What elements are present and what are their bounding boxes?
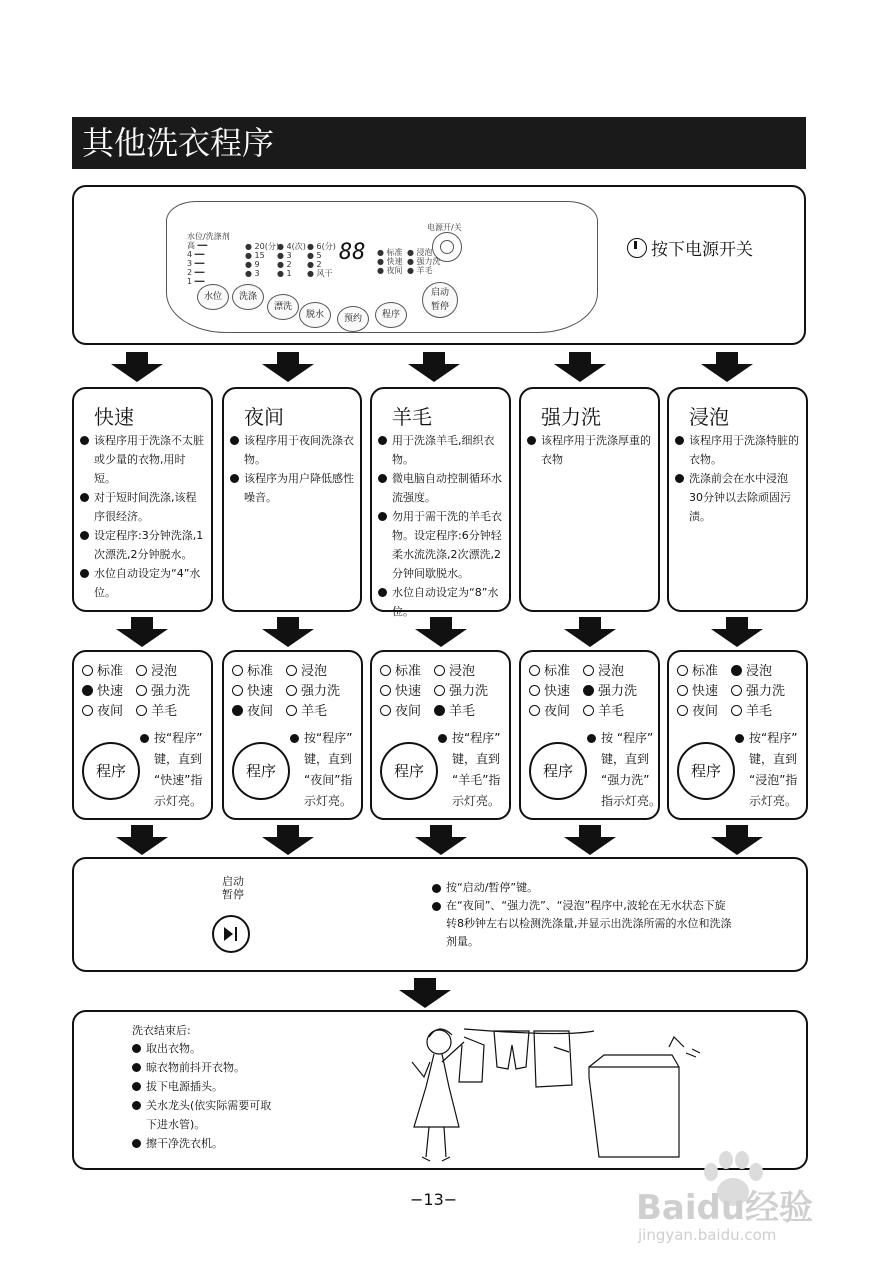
indicator-light-icon [380,685,391,696]
control-panel-box [72,185,806,345]
delay-button[interactable]: 预约 [337,306,369,332]
indicator-light-icon [677,685,688,696]
indicator-light-icon [583,705,594,716]
mode-title: 夜间 [244,405,284,429]
indicator-light-icon [731,685,742,696]
spin-button[interactable]: 脱水 [299,302,331,328]
watermark [636,1150,836,1260]
program-indicator: 夜间 [82,700,123,719]
program-indicator: 羊毛 [731,700,772,719]
program-button[interactable]: 程序 [529,742,587,800]
indicator-light-icon [529,665,540,676]
press-instruction: 按“程序” 键，直到 “快速”指 示灯亮。 [154,728,224,812]
indicator-light-icon [232,705,243,716]
indicator-light-icon [232,665,243,676]
program-button[interactable]: 程序 [677,742,735,800]
program-selector-box [72,650,213,820]
program-indicator: 浸泡 [583,660,624,679]
page-title: 其他洗衣程序 [72,117,806,169]
indicator-light-icon [82,685,93,696]
program-indicator: 强力洗 [434,680,488,699]
indicator-light-icon [136,665,147,676]
program-indicator: 羊毛 [434,700,475,719]
program-button[interactable]: 程序 [82,742,140,800]
program-selector-box [667,650,808,820]
program-indicator: 快速 [677,680,718,699]
program-indicator: 标准 [380,660,421,679]
indicator-light-icon [82,665,93,676]
program-indicator: 快速 [380,680,421,699]
press-instruction: 按 “程序” 键，直到 “强力洗” 指示灯亮。 [601,728,671,812]
indicator-light-icon [583,665,594,676]
start-pause-label: 启动 暂停 [222,875,244,901]
indicator-light-icon [434,685,445,696]
indicator-light-icon [286,705,297,716]
laundry-illustration [404,1017,744,1167]
water-level-button[interactable]: 水位 [197,284,229,310]
finish-heading: 洗衣结束后: [132,1024,191,1037]
wash-button[interactable]: 洗涤 [232,284,264,310]
program-panel-button[interactable]: 程序 [375,302,407,328]
program-indicator: 羊毛 [286,700,327,719]
program-indicator: 浸泡 [286,660,327,679]
program-indicator: 标准 [82,660,123,679]
program-indicator: 浸泡 [731,660,772,679]
indicator-light-icon [82,705,93,716]
play-pause-icon [224,927,233,941]
power-icon [627,238,647,258]
power-button[interactable] [432,232,462,262]
program-indicator: 标准 [677,660,718,679]
mode-title: 强力洗 [541,405,601,429]
program-indicator: 强力洗 [286,680,340,699]
program-indicator: 强力洗 [136,680,190,699]
program-indicator: 标准 [232,660,273,679]
indicator-light-icon [434,665,445,676]
indicator-light-icon [731,665,742,676]
press-instruction: 按“程序” 键，直到 “浸泡”指 示灯亮。 [749,728,819,812]
indicator-light-icon [232,685,243,696]
program-indicator: 羊毛 [136,700,177,719]
indicator-light-icon [529,705,540,716]
indicator-light-icon [583,685,594,696]
watermark-brand: Baidu经验 [636,1188,814,1228]
indicator-light-icon [286,665,297,676]
program-indicator: 快速 [529,680,570,699]
mode-card-night: 夜间 该程序用于夜间洗涤衣物。 该程序为用户降低感性噪音。 [222,387,362,612]
indicator-light-icon [731,705,742,716]
press-instruction: 按“程序” 键，直到 “夜间”指 示灯亮。 [304,728,374,812]
watermark-url: jingyan.baidu.com [638,1226,777,1244]
page-number: −13− [410,1190,458,1209]
program-selector-box [519,650,660,820]
indicator-light-icon [677,705,688,716]
washer-control-panel: 水位/洗涤剂 高 ━━ 4 ━━ 3 ━━ 2 ━━ 1 ━━ ● 20(分) ● 15 ● 9 ● 3 ● 4(次) ● 3 ● 2 ● 1 ● 6(分) ● 5 ● 2 ● 风干 88 ● 标准 ● 快速 ● 夜间 ● 浸泡 ● 强力洗 ● 羊毛 电源开/关 水位 洗涤 漂洗 脱水 预约 程序 启动 暂停 [166,201,598,333]
mode-card-quick: 快速 该程序用于洗涤不太脏或少量的衣物,用时短。 对于短时间洗涤,该程序很经济。 设定程序:3分钟洗涤,1次漂洗,2分钟脱水。 水位自动设定为“4”水位。 [72,387,213,612]
program-indicator: 夜间 [529,700,570,719]
program-button[interactable]: 程序 [380,742,438,800]
program-indicator: 强力洗 [583,680,637,699]
power-hint: 按下电源开关 [627,235,753,260]
program-selector-box [370,650,511,820]
program-indicator: 浸泡 [434,660,475,679]
start-pause-panel-button[interactable]: 启动 暂停 [422,282,458,318]
finish-step-box: 洗衣结束后: 取出衣物。 晾衣物前抖开衣物。 拔下电源插头。 关水龙头(依实际需要可取下进水管)。 擦干净洗衣机。 [72,1010,808,1170]
program-selector-box [222,650,363,820]
program-indicator: 羊毛 [583,700,624,719]
start-pause-button[interactable] [212,915,250,953]
program-indicator: 标准 [529,660,570,679]
indicator-light-icon [136,705,147,716]
indicator-light-icon [434,705,445,716]
indicator-light-icon [136,685,147,696]
mode-card-wool: 羊毛 用于洗涤羊毛,细织衣物。 微电脑自动控制循环水流强度。 勿用于需干洗的羊毛衣物。设定程序:6分钟轻柔水流洗涤,2次漂洗,2分钟间歇脱水。 水位自动设定为“8”水位。 [370,387,511,612]
indicator-light-icon [380,705,391,716]
program-indicator: 快速 [232,680,273,699]
mode-title: 羊毛 [392,405,432,429]
program-indicator: 夜间 [677,700,718,719]
mode-card-heavy: 强力洗 该程序用于洗涤厚重的衣物 [519,387,660,612]
indicator-light-icon [286,685,297,696]
time-display: 88 [339,240,366,265]
program-indicator: 夜间 [232,700,273,719]
mode-title: 快速 [94,405,134,429]
program-indicator: 快速 [82,680,123,699]
mode-title: 浸泡 [689,405,729,429]
program-indicator: 浸泡 [136,660,177,679]
program-button[interactable]: 程序 [232,742,290,800]
power-label: 电源开/关 [427,223,462,232]
start-step-box: 启动 暂停 按“启动/暂停”键。 在“夜间”、“强力洗”、“浸泡”程序中,波轮在无水状态下旋转8秒钟左右以检测洗涤量,并显示出洗涤所需的水位和洗涤剂量。 [72,857,808,972]
mode-card-soak: 浸泡 该程序用于洗涤特脏的衣物。 洗涤前会在水中浸泡30分钟以去除顽固污渍。 [667,387,808,612]
program-indicator: 夜间 [380,700,421,719]
indicator-light-icon [677,665,688,676]
indicator-light-icon [380,665,391,676]
press-instruction: 按“程序” 键，直到 “羊毛”指 示灯亮。 [452,728,522,812]
program-indicator: 强力洗 [731,680,785,699]
indicator-light-icon [529,685,540,696]
rinse-button[interactable]: 漂洗 [267,294,299,320]
